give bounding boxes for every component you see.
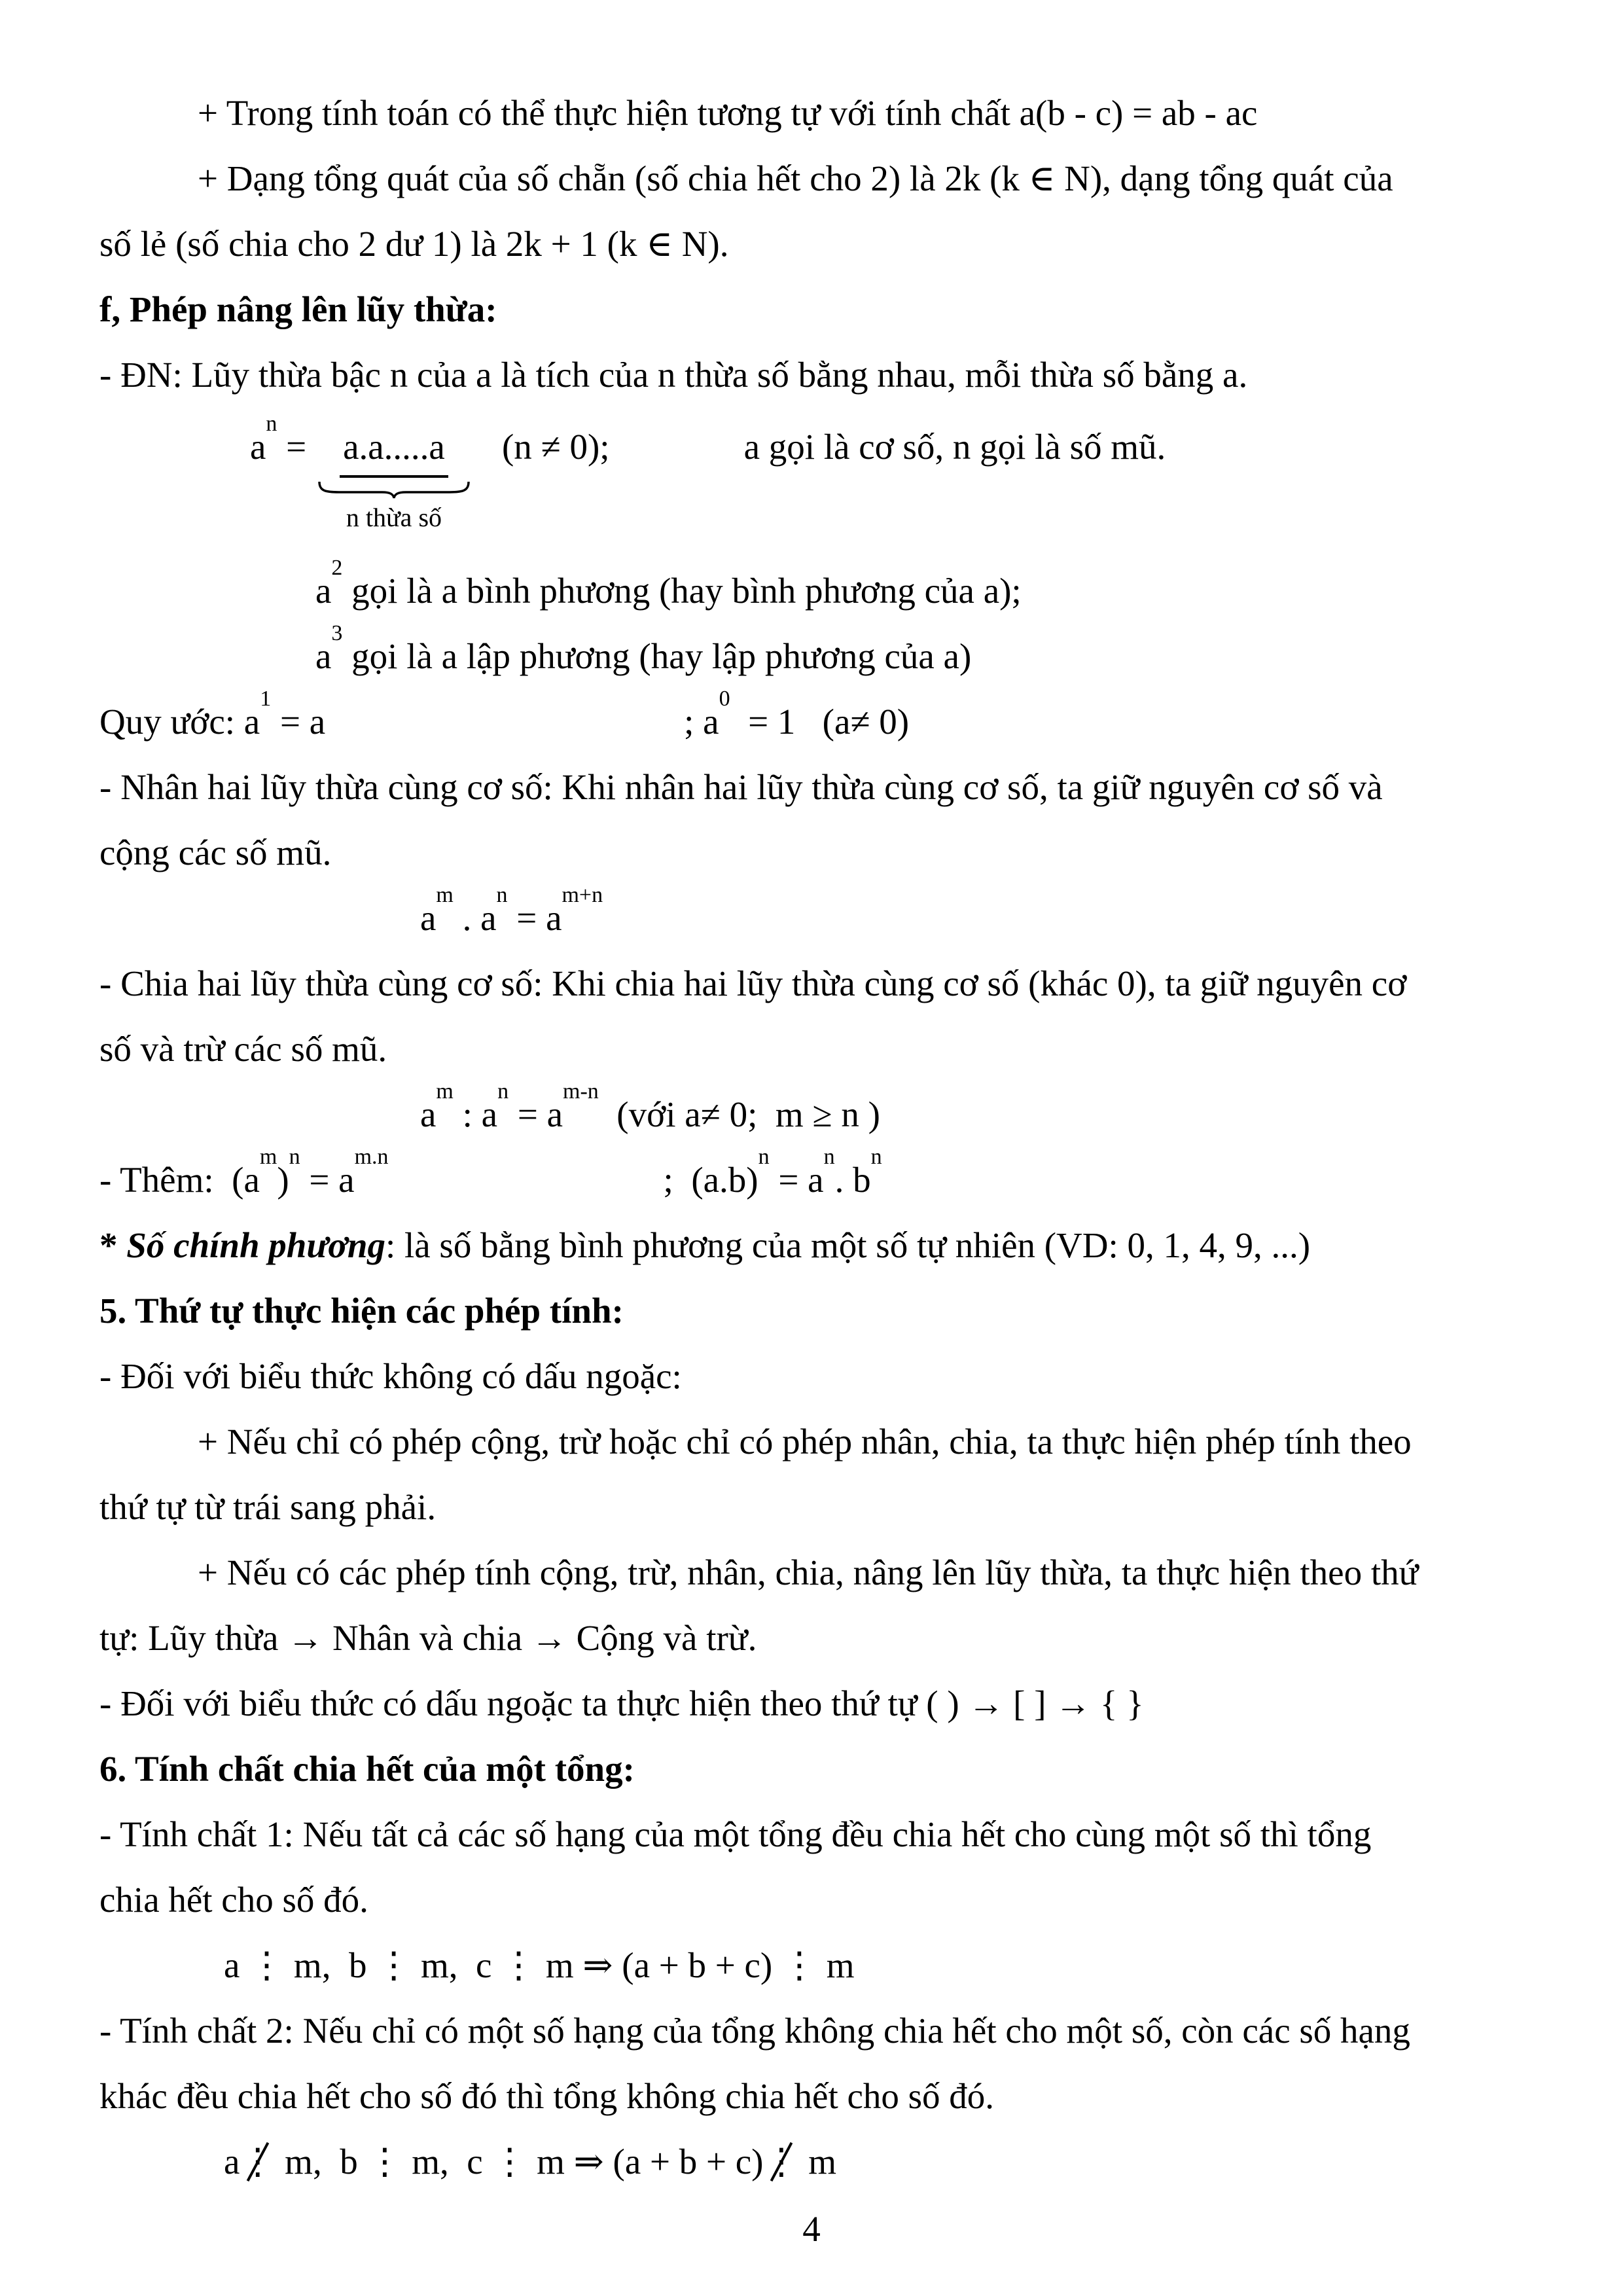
underbrace-icon <box>315 480 473 499</box>
para-neu-chi-co: + Nếu chỉ có phép cộng, trừ hoặc chỉ có phép nhân, chia, ta thực hiện phép tính theo <box>198 1422 1412 1462</box>
underbrace-label: n thừa số <box>346 503 442 532</box>
them-sup1: m <box>259 1144 277 1169</box>
para-tinh-chat-2b: khác đều chia hết cho số đó thì tổng không chia hết cho số đó. <box>99 2076 995 2116</box>
quy-run1: Quy ước: a <box>99 702 260 742</box>
not-divisible-icon: ⋮ <box>240 2129 276 2195</box>
them-sup6: n <box>870 1144 882 1169</box>
f1-sup-mn: m+n <box>562 882 603 907</box>
them-run1: - Thêm: (a <box>99 1160 260 1200</box>
them-run5: = a <box>769 1160 824 1200</box>
formula-an-exponent: n <box>266 411 277 436</box>
f1-run2: . a <box>453 898 497 938</box>
para-a-cubed <box>99 620 1538 689</box>
quy-sup0: 0 <box>719 686 730 711</box>
para-odd-general-form: số lẻ (số chia cho 2 dư 1) là 2k + 1 (k ∈ N). <box>99 224 729 264</box>
para-so-chinh-phuong <box>99 1213 1538 1278</box>
cube-exponent: 3 <box>331 620 343 645</box>
power-definition-formula <box>250 411 1538 535</box>
formula-divide-powers <box>99 1079 1538 1147</box>
para-bieu-thuc-co-ngoac: - Đối với biểu thức có dấu ngoặc ta thực hiện theo thứ tự ( ) → [ ] → { } <box>99 1683 1144 1723</box>
f2-sup-mn: m-n <box>563 1079 599 1103</box>
them-run2: ) <box>277 1160 289 1200</box>
heading-6-chia-het: 6. Tính chất chia hết của một tổng: <box>99 1749 635 1789</box>
d2-run3: m <box>799 2142 837 2181</box>
heading-f-luy-thua: f, Phép nâng lên lũy thừa: <box>99 289 497 329</box>
para-chia-luy-thua-1: - Chia hai lũy thừa cùng cơ số: Khi chia hai lũy thừa cùng cơ số (khác 0), ta giữ nguyên cơ <box>99 963 1407 1003</box>
them-sup5: n <box>823 1144 835 1169</box>
quy-run3: ; a <box>684 702 719 742</box>
para-them-formulas <box>99 1144 1538 1213</box>
para-distributive-note: + Trong tính toán có thể thực hiện tương tự với tính chất a(b - c) = ab - ac <box>198 93 1258 133</box>
para-thu-tu-luy-thua: tự: Lũy thừa → Nhân và chia → Cộng và trừ. <box>99 1618 757 1658</box>
f1-run1: a <box>420 898 437 938</box>
para-dn-definition: - ĐN: Lũy thừa bậc n của a là tích của n thừa số bằng nhau, mỗi thừa số bằng a. <box>99 355 1248 395</box>
formula-an-product: a.a.....a <box>340 419 448 478</box>
para-bieu-thuc-khong-ngoac: - Đối với biểu thức không có dấu ngoặc: <box>99 1356 682 1396</box>
para-trai-sang-phai: thứ tự từ trái sang phải. <box>99 1487 437 1527</box>
sq-exponent: 2 <box>331 555 343 580</box>
d2-run2: m, b ⋮ m, c ⋮ m ⇒ (a + b + c) <box>276 2142 764 2181</box>
scp-definition: : là số bằng bình phương của một số tự nhiên (VD: 0, 1, 4, 9, ...) <box>385 1225 1311 1265</box>
them-run6: . b <box>834 1160 871 1200</box>
f2-sup-n: n <box>497 1079 509 1103</box>
formula-divisible-sum: a ⋮ m, b ⋮ m, c ⋮ m ⇒ (a + b + c) ⋮ m <box>224 1945 855 1985</box>
them-sup2: n <box>289 1144 300 1169</box>
cube-base: a <box>315 636 332 676</box>
para-nhan-luy-thua-1: - Nhân hai lũy thừa cùng cơ số: Khi nhân hai lũy thừa cùng cơ số, ta giữ nguyên cơ số và <box>99 767 1383 807</box>
f2-condition: (với a≠ 0; m ≥ n ) <box>598 1094 880 1134</box>
scp-star: * <box>99 1225 127 1265</box>
sq-text: gọi là a bình phương (hay bình phương của a); <box>342 571 1022 611</box>
them-sup4: n <box>758 1144 770 1169</box>
f1-run3: = a <box>507 898 562 938</box>
quy-run4: = 1 (a≠ 0) <box>730 702 910 742</box>
para-tinh-chat-1b: chia hết cho số đó. <box>99 1880 368 1920</box>
para-chia-luy-thua-2: số và trừ các số mũ. <box>99 1029 387 1069</box>
para-tinh-chat-2a: - Tính chất 2: Nếu chỉ có một số hạng của tổng không chia hết cho một số, còn các số hạng <box>99 2011 1410 2051</box>
underbrace-group <box>315 419 473 535</box>
f1-sup-n: n <box>496 882 508 907</box>
quy-sup1: 1 <box>260 686 272 711</box>
para-tinh-chat-1a: - Tính chất 1: Nếu tất cả các số hạng của một tổng đều chia hết cho cùng một số thì tổng <box>99 1814 1372 1854</box>
para-a-squared <box>99 555 1538 624</box>
heading-5-thu-tu: 5. Thứ tự thực hiện các phép tính: <box>99 1291 624 1331</box>
para-quy-uoc <box>99 686 1538 755</box>
formula-an-condition: (n ≠ 0); <box>501 427 610 467</box>
formula-an-left <box>250 411 315 480</box>
not-divisible-icon: ⋮ <box>764 2129 800 2195</box>
para-even-general-form: + Dạng tổng quát của số chẵn (số chia hết cho 2) là 2k (k ∈ N), dạng tổng quát của <box>198 158 1393 198</box>
para-nhan-luy-thua-2: cộng các số mũ. <box>99 833 332 872</box>
f1-sup-m: m <box>436 882 454 907</box>
para-neu-co-cac-phep: + Nếu có các phép tính cộng, trừ, nhân, chia, nâng lên lũy thừa, ta thực hiện theo thứ <box>198 1552 1419 1592</box>
formula-multiply-powers <box>99 882 1538 951</box>
sq-base: a <box>315 571 332 611</box>
scp-term: Số chính phương <box>126 1225 385 1265</box>
equals-sign: = <box>277 427 315 467</box>
cube-text: gọi là a lập phương (hay lập phương của a) <box>342 636 972 676</box>
f2-sup-m: m <box>436 1079 454 1103</box>
f2-run1: a <box>420 1094 437 1134</box>
them-run4: ; (a.b) <box>663 1160 758 1200</box>
quy-run2: = a <box>271 702 326 742</box>
f2-run2: : a <box>453 1094 498 1134</box>
formula-an-base: a <box>250 427 266 467</box>
them-run3: = a <box>300 1160 355 1200</box>
f2-run3: = a <box>508 1094 563 1134</box>
formula-an-note: a gọi là cơ số, n gọi là số mũ. <box>743 427 1166 467</box>
formula-not-divisible-sum <box>99 2129 1538 2195</box>
page-number: 4 <box>802 2209 821 2249</box>
d2-run1: a <box>224 2142 240 2181</box>
them-sup3: m.n <box>354 1144 389 1169</box>
